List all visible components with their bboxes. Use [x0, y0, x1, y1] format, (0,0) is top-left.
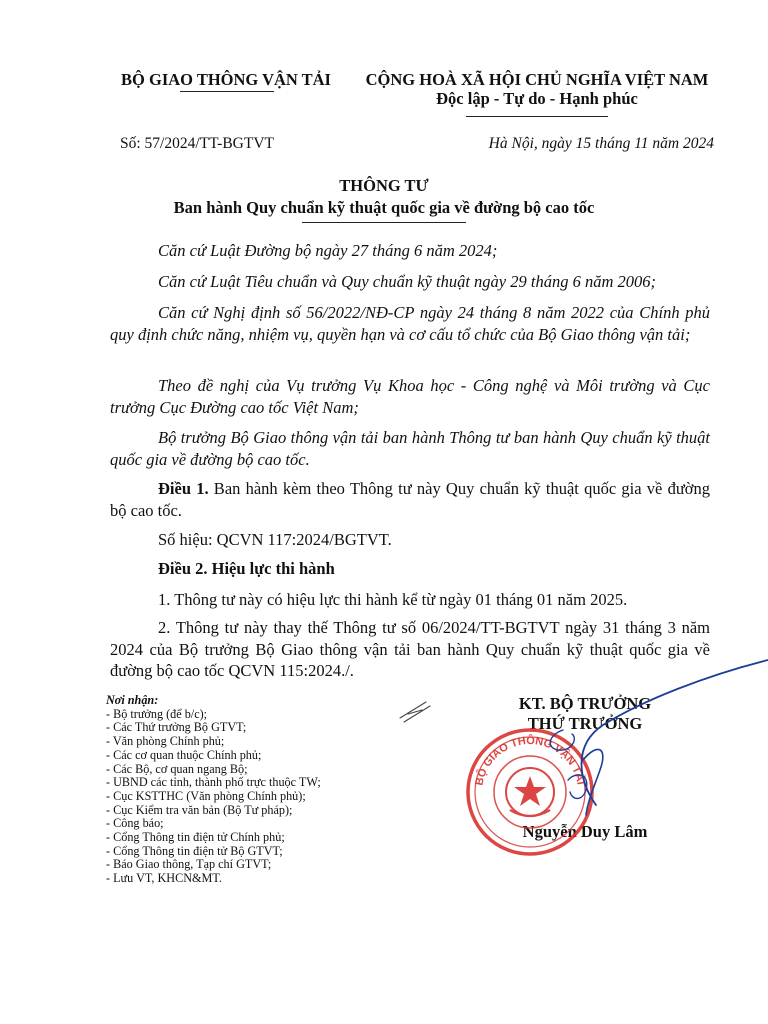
recipient-item: - Cục KSTTHC (Văn phòng Chính phủ); [106, 788, 306, 803]
article-2-heading: Điều 2. Hiệu lực thi hành [158, 559, 335, 578]
legal-basis-3: Căn cứ Nghị định số 56/2022/NĐ-CP ngày 24 tháng 8 năm 2022 của Chính phủ quy định chức năng, nhiệm vụ, quyền hạn và cơ cấu tổ chức của Bộ Giao thông vận tải; [110, 303, 710, 344]
recipient-item: - Lưu VT, KHCN&MT. [106, 871, 222, 886]
recipient-item: - Các cơ quan thuộc Chính phủ; [106, 747, 262, 762]
issuance-statement: Bộ trưởng Bộ Giao thông vận tải ban hành Thông tư ban hành Quy chuẩn kỹ thuật quốc gia về đường bộ cao tốc. [110, 428, 710, 469]
recipients-list [106, 694, 406, 886]
document-subject: Ban hành Quy chuẩn kỹ thuật quốc gia về đường bộ cao tốc [173, 198, 595, 217]
article-1-label: Điều 1. [158, 479, 209, 498]
seal-text: BỘ GIAO THÔNG VẬN TẢI [473, 734, 587, 787]
signature-title-1: KT. BỘ TRƯỞNG [518, 694, 652, 713]
recipient-item: - Cục Kiểm tra văn bản (Bộ Tư pháp); [106, 802, 293, 817]
proposal-basis: Theo đề nghị của Vụ trưởng Vụ Khoa học - Công nghệ và Môi trường và Cục trưởng Cục Đường cao tốc Việt Nam; [110, 376, 710, 417]
subject-underline [302, 222, 466, 223]
article-2-item-1: 1. Thông tư này có hiệu lực thi hành kể từ ngày 01 tháng 01 năm 2025. [158, 590, 628, 609]
article-1 [110, 478, 710, 521]
signature-mark [396, 696, 436, 726]
legal-basis-1: Căn cứ Luật Đường bộ ngày 27 tháng 6 năm 2024; [158, 241, 498, 260]
recipient-item: - Các Bộ, cơ quan ngang Bộ; [106, 761, 248, 776]
agency-underline [180, 91, 274, 92]
signer-name: Nguyễn Duy Lâm [522, 822, 648, 841]
article-2-item-2: 2. Thông tư này thay thế Thông tư số 06/2024/TT-BGTVT ngày 31 tháng 3 năm 2024 của Bộ trưởng Bộ Giao thông vận tải ban hành Quy chuẩn kỹ thuật quốc gia về đường bộ cao tốc QCVN 115:2024./. [110, 618, 710, 680]
national-motto: Độc lập - Tự do - Hạnh phúc [436, 89, 638, 108]
recipient-item: - Các Thứ trưởng Bộ GTVT; [106, 720, 247, 735]
recipient-item: - Bộ trưởng (để b/c); [106, 706, 208, 721]
place-date: Hà Nội, ngày 15 tháng 11 năm 2024 [488, 135, 714, 152]
regulation-code: Số hiệu: QCVN 117:2024/BGTVT. [158, 530, 392, 549]
recipient-item: - Cổng Thông tin điện tử Bộ GTVT; [106, 843, 283, 858]
recipient-item: - Báo Giao thông, Tạp chí GTVT; [106, 857, 272, 872]
document-type: THÔNG TƯ [339, 176, 429, 195]
issuing-agency: BỘ GIAO THÔNG VẬN TẢI [121, 70, 331, 89]
article-1-text: Ban hành kèm theo Thông tư này Quy chuẩn kỹ thuật quốc gia về đường bộ cao tốc. [110, 479, 710, 520]
signature-title-2: THỨ TRƯỞNG [527, 714, 643, 733]
motto-underline [466, 116, 608, 117]
recipient-item: - Công báo; [106, 816, 164, 831]
handwritten-signature [468, 630, 768, 830]
recipient-item: - Văn phòng Chính phủ; [106, 734, 225, 749]
republic-name: CỘNG HOÀ XÃ HỘI CHỦ NGHĨA VIỆT NAM [365, 70, 709, 89]
legal-basis-2: Căn cứ Luật Tiêu chuẩn và Quy chuẩn kỹ thuật ngày 29 tháng 6 năm 2006; [158, 272, 656, 291]
recipients-title: Nơi nhận: [106, 693, 159, 707]
recipient-item: - Cổng Thông tin điện tử Chính phủ; [106, 830, 285, 845]
document-number: Số: 57/2024/TT-BGTVT [120, 135, 275, 152]
recipient-item: - UBND các tỉnh, thành phố trực thuộc TW; [106, 775, 321, 790]
